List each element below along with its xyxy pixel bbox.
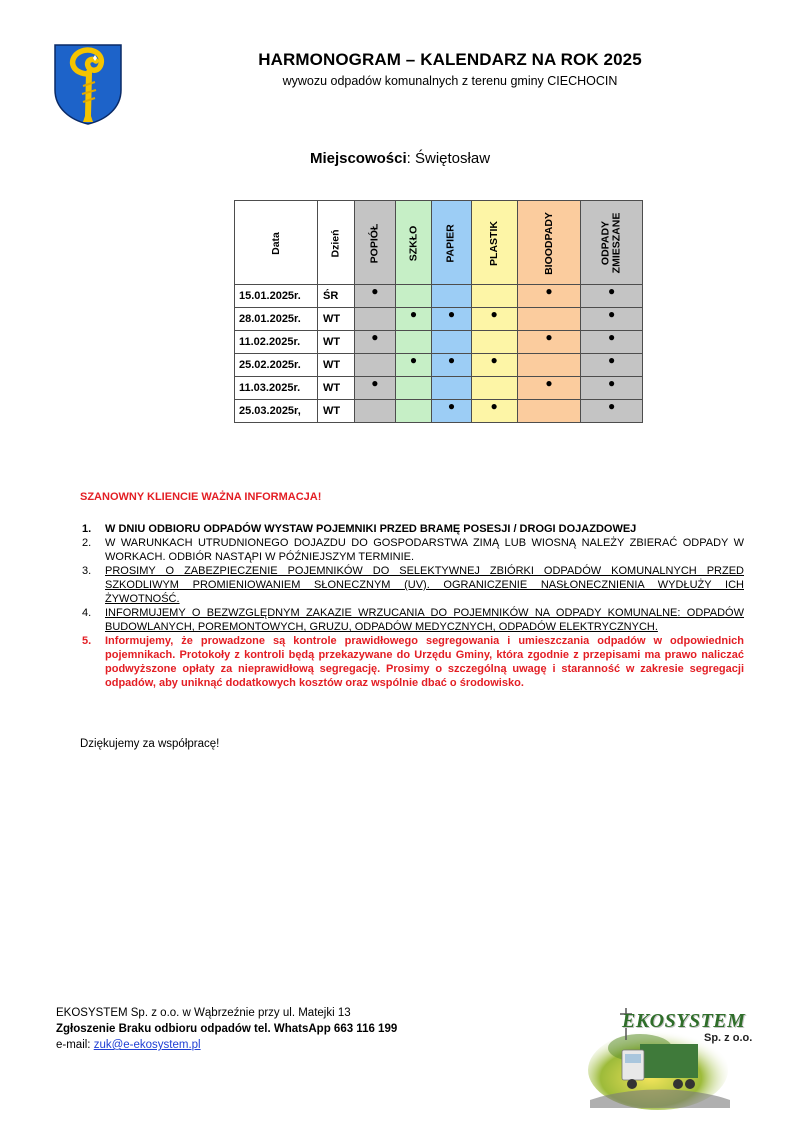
table-row bbox=[235, 377, 643, 400]
cell-popiol bbox=[355, 331, 396, 354]
cell-mix bbox=[581, 308, 643, 331]
table-body bbox=[235, 285, 643, 423]
collection-schedule-table bbox=[234, 200, 643, 423]
table-row bbox=[235, 354, 643, 377]
cell-popiol bbox=[355, 377, 396, 400]
cell-papier bbox=[432, 285, 471, 308]
cell-date: 15.01.2025r. bbox=[235, 285, 318, 308]
info-item-text: W DNIU ODBIORU ODPADÓW WYSTAW POJEMNIKI PRZED BRAMĘ POSESJI / DROGI DOJAZDOWEJ bbox=[105, 523, 637, 535]
collection-dot: ● bbox=[545, 376, 553, 390]
info-item bbox=[80, 564, 744, 606]
cell-day: WT bbox=[318, 354, 355, 377]
logo-suffix: Sp. z o.o. bbox=[704, 1032, 753, 1044]
cell-mix bbox=[581, 331, 643, 354]
collection-dot: ● bbox=[447, 399, 456, 413]
info-item-number: 4. bbox=[82, 607, 92, 619]
cell-bio bbox=[517, 400, 581, 423]
collection-dot: ● bbox=[409, 353, 418, 367]
table-row bbox=[235, 285, 643, 308]
info-item-text: Informujemy, że prowadzone są kontrole prawidłowego segregowania i umieszczania odpadów w odpowiednich pojemnikach. Protokoły z kontroli będą przekazywane do Urzędu Gminy, która zgodnie z przepisami ma prawo naliczać podwyższone opłaty za nieprawidłową segregację. Prosimy o szczególną uwagę i staranność w zakresie segregacji odpadów, aby uniknąć dodatkowych kosztów oraz wspólnie dbać o środowisko. bbox=[105, 635, 744, 689]
cell-papier bbox=[432, 400, 471, 423]
table-header-row bbox=[235, 201, 643, 285]
info-item-text: INFORMUJEMY O BEZWZGLĘDNYM ZAKAZIE WRZUCANIA DO POJEMNIKÓW NA ODPADY KOMUNALNE: ODPADÓW BUDOWLANYCH, POREMONTOWYCH, GRUZU, ODPADÓW MEDYCZNYCH, ODPADÓW ELEKTRYCZNYCH. bbox=[105, 607, 744, 633]
info-item-text: PROSIMY O ZABEZPIECZENIE POJEMNIKÓW DO SELEKTYWNEJ ZBIÓRKI ODPADÓW KOMUNALNYCH PRZED SZKODLIWYM PROMIENIOWANIEM SŁONECZNYM (UV). OGRANICZENIE NASŁONECZNIENIA WYDŁUŻY ICH ŻYWOTNOŚĆ. bbox=[105, 565, 744, 605]
column-header-date: Data bbox=[235, 201, 318, 285]
location-value: : Świętosław bbox=[406, 150, 491, 167]
cell-mix bbox=[581, 354, 643, 377]
ekosystem-logo bbox=[580, 1000, 760, 1110]
column-header-bioodpady: BIOODPADY bbox=[517, 201, 581, 285]
location-line bbox=[150, 150, 650, 167]
cell-popiol bbox=[355, 285, 396, 308]
cell-plastik bbox=[471, 308, 517, 331]
coat-of-arms-icon bbox=[52, 42, 124, 126]
collection-dot: ● bbox=[608, 399, 616, 413]
cell-szklo bbox=[395, 308, 432, 331]
collection-dot: ● bbox=[371, 284, 379, 298]
info-item bbox=[80, 536, 744, 564]
cell-plastik bbox=[471, 331, 517, 354]
cell-popiol bbox=[355, 308, 396, 331]
column-header-popiol: POPIÓŁ bbox=[355, 201, 396, 285]
cell-bio bbox=[517, 331, 581, 354]
email-label: e-mail: bbox=[56, 1039, 94, 1051]
cell-date: 28.01.2025r. bbox=[235, 308, 318, 331]
collection-dot: ● bbox=[409, 307, 418, 321]
cell-day: WT bbox=[318, 331, 355, 354]
report-phone: Zgłoszenie Braku odbioru odpadów tel. WhatsApp 663 116 199 bbox=[56, 1023, 398, 1035]
collection-dot: ● bbox=[545, 330, 553, 344]
info-list bbox=[80, 522, 744, 690]
cell-bio bbox=[517, 285, 581, 308]
cell-bio bbox=[517, 377, 581, 400]
info-section bbox=[80, 490, 744, 690]
collection-dot: ● bbox=[490, 307, 498, 321]
logo-wordmark: EKOSYSTEM bbox=[622, 1010, 746, 1032]
thanks-text: Dziękujemy za współpracę! bbox=[80, 738, 220, 750]
column-header-szklo: SZKŁO bbox=[395, 201, 432, 285]
cell-mix bbox=[581, 285, 643, 308]
cell-papier bbox=[432, 377, 471, 400]
cell-szklo bbox=[395, 400, 432, 423]
info-heading: SZANOWNY KLIENCIE WAŻNA INFORMACJA! bbox=[80, 491, 322, 503]
cell-plastik bbox=[471, 400, 517, 423]
cell-papier bbox=[432, 308, 471, 331]
footer bbox=[56, 1005, 397, 1053]
collection-dot: ● bbox=[490, 399, 498, 413]
collection-dot: ● bbox=[545, 284, 553, 298]
cell-papier bbox=[432, 354, 471, 377]
column-header-day: Dzień bbox=[318, 201, 355, 285]
info-item-number: 5. bbox=[82, 635, 92, 647]
cell-day: WT bbox=[318, 308, 355, 331]
email-link[interactable]: zuk@e-ekosystem.pl bbox=[93, 1039, 201, 1051]
cell-day: WT bbox=[318, 400, 355, 423]
column-header-plastik: PLASTIK bbox=[471, 201, 517, 285]
collection-dot: ● bbox=[490, 353, 498, 367]
cell-day: WT bbox=[318, 377, 355, 400]
company-address: EKOSYSTEM Sp. z o.o. w Wąbrzeźnie przy ul. Matejki 13 bbox=[56, 1007, 351, 1019]
cell-popiol bbox=[355, 354, 396, 377]
cell-date: 25.02.2025r. bbox=[235, 354, 318, 377]
page-title: HARMONOGRAM – KALENDARZ NA ROK 2025 bbox=[258, 50, 642, 69]
collection-dot: ● bbox=[608, 330, 616, 344]
collection-dot: ● bbox=[371, 330, 379, 344]
cell-date: 11.02.2025r. bbox=[235, 331, 318, 354]
collection-dot: ● bbox=[371, 376, 379, 390]
cell-mix bbox=[581, 377, 643, 400]
column-header-papier: PAPIER bbox=[432, 201, 471, 285]
cell-date: 11.03.2025r. bbox=[235, 377, 318, 400]
page-subtitle: wywozu odpadów komunalnych z terenu gminy CIECHOCIN bbox=[282, 74, 618, 88]
table-row bbox=[235, 308, 643, 331]
cell-plastik bbox=[471, 354, 517, 377]
column-header-zmieszane: ODPADY ZMIESZANE bbox=[581, 201, 643, 285]
info-item-number: 1. bbox=[82, 523, 92, 535]
info-item-number: 3. bbox=[82, 565, 92, 577]
location-label: Miejscowości bbox=[309, 150, 407, 167]
table-row bbox=[235, 331, 643, 354]
info-item bbox=[80, 606, 744, 634]
cell-popiol bbox=[355, 400, 396, 423]
cell-szklo bbox=[395, 354, 432, 377]
cell-plastik bbox=[471, 377, 517, 400]
collection-dot: ● bbox=[608, 284, 616, 298]
cell-date: 25.03.2025r, bbox=[235, 400, 318, 423]
collection-dot: ● bbox=[608, 353, 616, 367]
cell-plastik bbox=[471, 285, 517, 308]
info-item-text: W WARUNKACH UTRUDNIONEGO DOJAZDU DO GOSPODARSTWA ZIMĄ LUB WIOSNĄ NALEŻY ZBIERAĆ ODPADY W WORKACH. ODBIÓR NASTĄPI W PÓŹNIEJSZYM TERMINIE. bbox=[105, 537, 744, 563]
cell-papier bbox=[432, 331, 471, 354]
cell-bio bbox=[517, 308, 581, 331]
info-item-number: 2. bbox=[82, 537, 92, 549]
cell-mix bbox=[581, 400, 643, 423]
cell-szklo bbox=[395, 285, 432, 308]
collection-dot: ● bbox=[447, 353, 456, 367]
cell-szklo bbox=[395, 331, 432, 354]
cell-szklo bbox=[395, 377, 432, 400]
table-row bbox=[235, 400, 643, 423]
cell-bio bbox=[517, 354, 581, 377]
info-item bbox=[80, 634, 744, 690]
email-line bbox=[56, 1037, 397, 1053]
collection-dot: ● bbox=[447, 307, 456, 321]
collection-dot: ● bbox=[608, 307, 616, 321]
info-item bbox=[80, 522, 744, 536]
collection-dot: ● bbox=[608, 376, 616, 390]
cell-day: ŚR bbox=[318, 285, 355, 308]
